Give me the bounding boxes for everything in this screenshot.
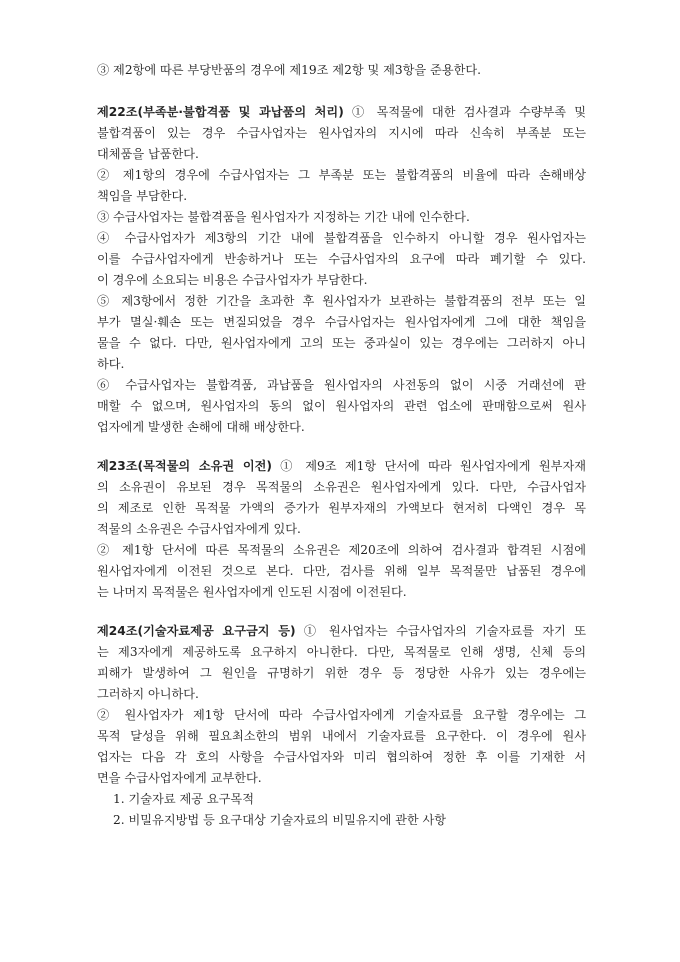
text-line: 불합격품이 있는 경우 수급사업자는 원사업자의 지시에 따라 신속히 부족분 또는 xyxy=(97,126,586,140)
text-line xyxy=(97,456,586,477)
text-line: 물을 수 없다. 다만, 원사업자에게 고의 또는 중과실이 있는 경우에는 그러하지 아니 xyxy=(97,336,586,350)
text-line: ③ 수급사업자는 불합격품을 원사업자가 지정하는 기간 내에 인수한다. xyxy=(97,210,470,224)
text-line: 업자에게 발생한 손해에 대해 배상한다. xyxy=(97,420,305,434)
text-line: ② 제1항의 경우에 수급사업자는 그 부족분 또는 불합격품의 비율에 따라 손해배상 xyxy=(97,168,586,182)
text-line: 이를 수급사업자에게 반송하거나 또는 수급사업자의 요구에 따라 폐기할 수 있다. xyxy=(97,252,586,266)
text-line: 는 제3자에게 제공하도록 요구하지 아니한다. 다만, 목적물로 인해 생명, 신체 등의 xyxy=(97,645,586,659)
text-line: 의 제조로 인한 목적물 가액의 증가가 원부자재의 가액보다 현저히 다액인 경우 목 xyxy=(97,501,586,515)
text-line: 는 나머지 목적물은 원사업자에게 인도된 시점에 이전된다. xyxy=(97,585,407,599)
text-span: ① 원사업자는 수급사업자의 기술자료를 자기 또 xyxy=(295,624,586,638)
article-heading: 제24조(기술자료제공 요구금지 등) xyxy=(97,624,296,638)
text-line: 적물의 소유권은 수급사업자에게 있다. xyxy=(97,522,301,536)
text-line: 이 경우에 소요되는 비용은 수급사업자가 부담한다. xyxy=(97,273,368,287)
text-span: ① 제9조 제1항 단서에 따라 원사업자에게 원부자재 xyxy=(271,459,586,473)
text-line: 원사업자에게 이전된 것으로 본다. 다만, 검사를 위해 일부 목적물만 납품된 경우에 xyxy=(97,564,586,578)
text-line: ⑤ 제3항에서 정한 기간을 초과한 후 원사업자가 보관하는 불합격품의 전부 또는 일 xyxy=(97,294,586,308)
text-line: ⑥ 수급사업자는 불합격품, 과납품을 원사업자의 사전동의 없이 시중 거래선에 판 xyxy=(97,378,586,392)
text-line xyxy=(97,102,586,123)
article-heading: 제22조(부족분·불합격품 및 과납품의 처리) xyxy=(97,105,344,119)
text-span: ① 목적물에 대한 검사결과 수량부족 및 xyxy=(343,105,586,119)
text-line: ② 제1항 단서에 따른 목적물의 소유권은 제20조에 의하여 검사결과 합격된 시점에 xyxy=(97,543,586,557)
article-24 xyxy=(97,621,586,831)
article-22 xyxy=(97,102,586,438)
text-line xyxy=(97,621,586,642)
text-line: ③ 제2항에 따른 부당반품의 경우에 제19조 제2항 및 제3항을 준용한다. xyxy=(97,63,482,77)
text-line: 그러하지 아니하다. xyxy=(97,687,199,701)
article-heading: 제23조(목적물의 소유권 이전) xyxy=(97,459,272,473)
text-line: 면을 수급사업자에게 교부한다. xyxy=(97,771,262,785)
text-line: 부가 멸실·훼손 또는 변질되었을 경우 수급사업자는 원사업자에게 그에 대한 책임을 xyxy=(97,315,586,329)
text-line: 피해가 발생하여 그 원인을 규명하기 위한 경우 등 정당한 사유가 있는 경우에는 xyxy=(97,666,586,680)
article-23 xyxy=(97,456,586,603)
text-line: 대체품을 납품한다. xyxy=(97,147,199,161)
text-line: ② 원사업자가 제1항 단서에 따라 수급사업자에게 기술자료를 요구할 경우에는 그 xyxy=(97,708,586,722)
text-line: 하다. xyxy=(97,357,125,371)
text-line: 매할 수 없으며, 원사업자의 동의 없이 원사업자의 관련 업소에 판매함으로써 원사 xyxy=(97,399,586,413)
paragraph-item-3 xyxy=(97,60,586,81)
text-line: ④ 수급사업자가 제3항의 기간 내에 불합격품을 인수하지 아니할 경우 원사업자는 xyxy=(97,231,586,245)
list-item: 1. 기술자료 제공 요구목적 xyxy=(113,792,254,806)
text-line: 책임을 부담한다. xyxy=(97,189,188,203)
text-line: 업자는 다음 각 호의 사항을 수급사업자와 미리 협의하여 정한 후 이를 기재한 서 xyxy=(97,750,586,764)
list-item: 2. 비밀유지방법 등 요구대상 기술자료의 비밀유지에 관한 사항 xyxy=(113,813,447,827)
text-line: 의 소유권이 유보된 경우 목적물의 소유권은 원사업자에게 있다. 다만, 수급사업자 xyxy=(97,480,586,494)
text-line: 목적 달성을 위해 필요최소한의 범위 내에서 기술자료를 요구한다. 이 경우에 원사 xyxy=(97,729,586,743)
